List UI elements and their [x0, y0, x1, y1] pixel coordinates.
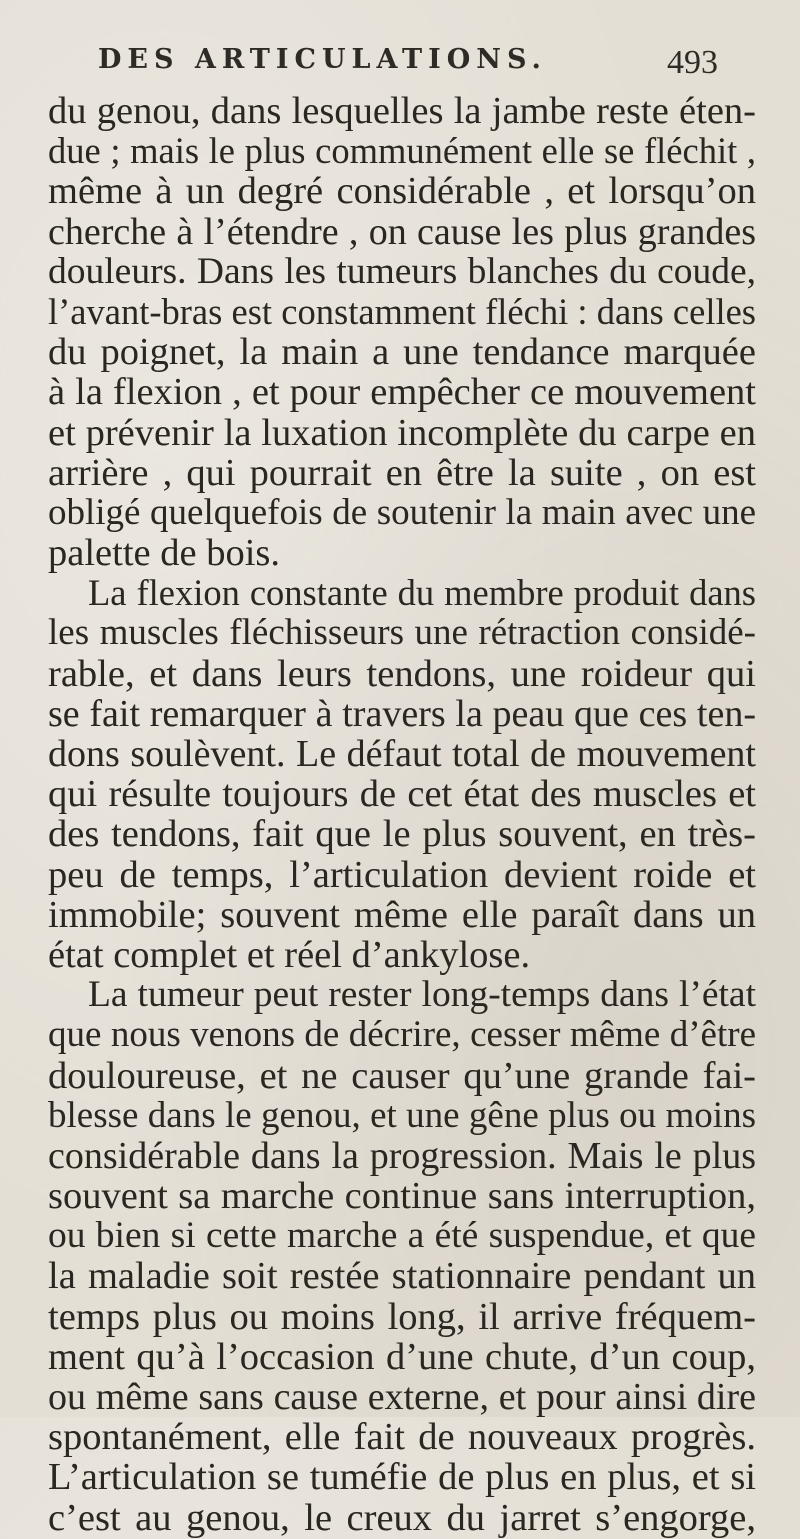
text-line: obligé quelquefois de soutenir la main avec une	[48, 491, 756, 533]
text-line: douloureuse, et ne causer qu’une grande fai-	[48, 1054, 756, 1097]
text-line: arrière , qui pourrait en être la suite , on est	[48, 451, 756, 494]
text-line: L’articulation se tuméfie de plus en plus, et si	[48, 1456, 756, 1499]
running-title: DES ARTICULATIONS.	[98, 44, 547, 75]
text-line: palette de bois.	[48, 532, 280, 575]
text-line: immobile; souvent même elle paraît dans un	[48, 893, 756, 936]
text-line: dons soulèvent. Le défaut total de mouvement	[48, 733, 756, 775]
text-line: même à un degré considérable , et lorsqu’on	[48, 170, 756, 213]
text-line: La flexion constante du membre produit dans	[88, 572, 756, 614]
text-line: les muscles fléchisseurs une rétraction considé-	[48, 612, 756, 654]
text-line: l’avant-bras est constamment fléchi : dans celles	[48, 290, 756, 332]
text-line: rable, et dans leurs tendons, une roideur qui	[48, 652, 756, 695]
body-text	[48, 91, 756, 1538]
text-line: temps plus ou moins long, il arrive fréquem-	[48, 1295, 756, 1338]
text-line: se fait remarquer à travers la peau que ces ten-	[48, 692, 756, 735]
text-line: que nous venons de décrire, cesser même d’être	[48, 1014, 756, 1056]
text-line: des tendons, fait que le plus souvent, en très-	[48, 813, 756, 856]
text-line: à la flexion , et pour empêcher ce mouvement	[48, 371, 756, 414]
page-number: 493	[667, 44, 718, 81]
text-line: du poignet, la main a une tendance marquée	[48, 331, 756, 374]
text-line: c’est au genou, le creux du jarret s’engorge,	[48, 1496, 756, 1539]
text-line: et prévenir la luxation incomplète du carpe en	[48, 411, 756, 454]
text-line: ou même sans cause externe, et pour ainsi dire	[48, 1376, 756, 1418]
text-line: due ; mais le plus communément elle se fléchit ,	[48, 130, 756, 172]
text-line: état complet et réel d’ankylose.	[48, 933, 531, 976]
text-line: La tumeur peut rester long-temps dans l’état	[88, 974, 756, 1016]
text-line: douleurs. Dans les tumeurs blanches du coude,	[48, 250, 756, 292]
text-line: qui résulte toujours de cet état des muscles et	[48, 773, 756, 816]
running-head	[98, 44, 718, 88]
text-line: peu de temps, l’articulation devient roide et	[48, 853, 756, 896]
text-line: souvent sa marche continue sans interruption,	[48, 1175, 756, 1218]
text-line: ment qu’à l’occasion d’une chute, d’un coup,	[48, 1335, 756, 1378]
text-line: du genou, dans lesquelles la jambe reste éten-	[48, 90, 756, 132]
text-line: considérable dans la progression. Mais le plus	[48, 1134, 756, 1177]
text-line: spontanément, elle fait de nouveaux progrès.	[48, 1416, 756, 1459]
text-line: cherche à l’étendre , on cause les plus grandes	[48, 210, 756, 253]
text-line: ou bien si cette marche a été suspendue, et que	[48, 1215, 756, 1257]
text-line: la maladie soit restée stationnaire pendant un	[48, 1255, 756, 1298]
text-line: blesse dans le genou, et une gêne plus ou moins	[48, 1094, 756, 1136]
